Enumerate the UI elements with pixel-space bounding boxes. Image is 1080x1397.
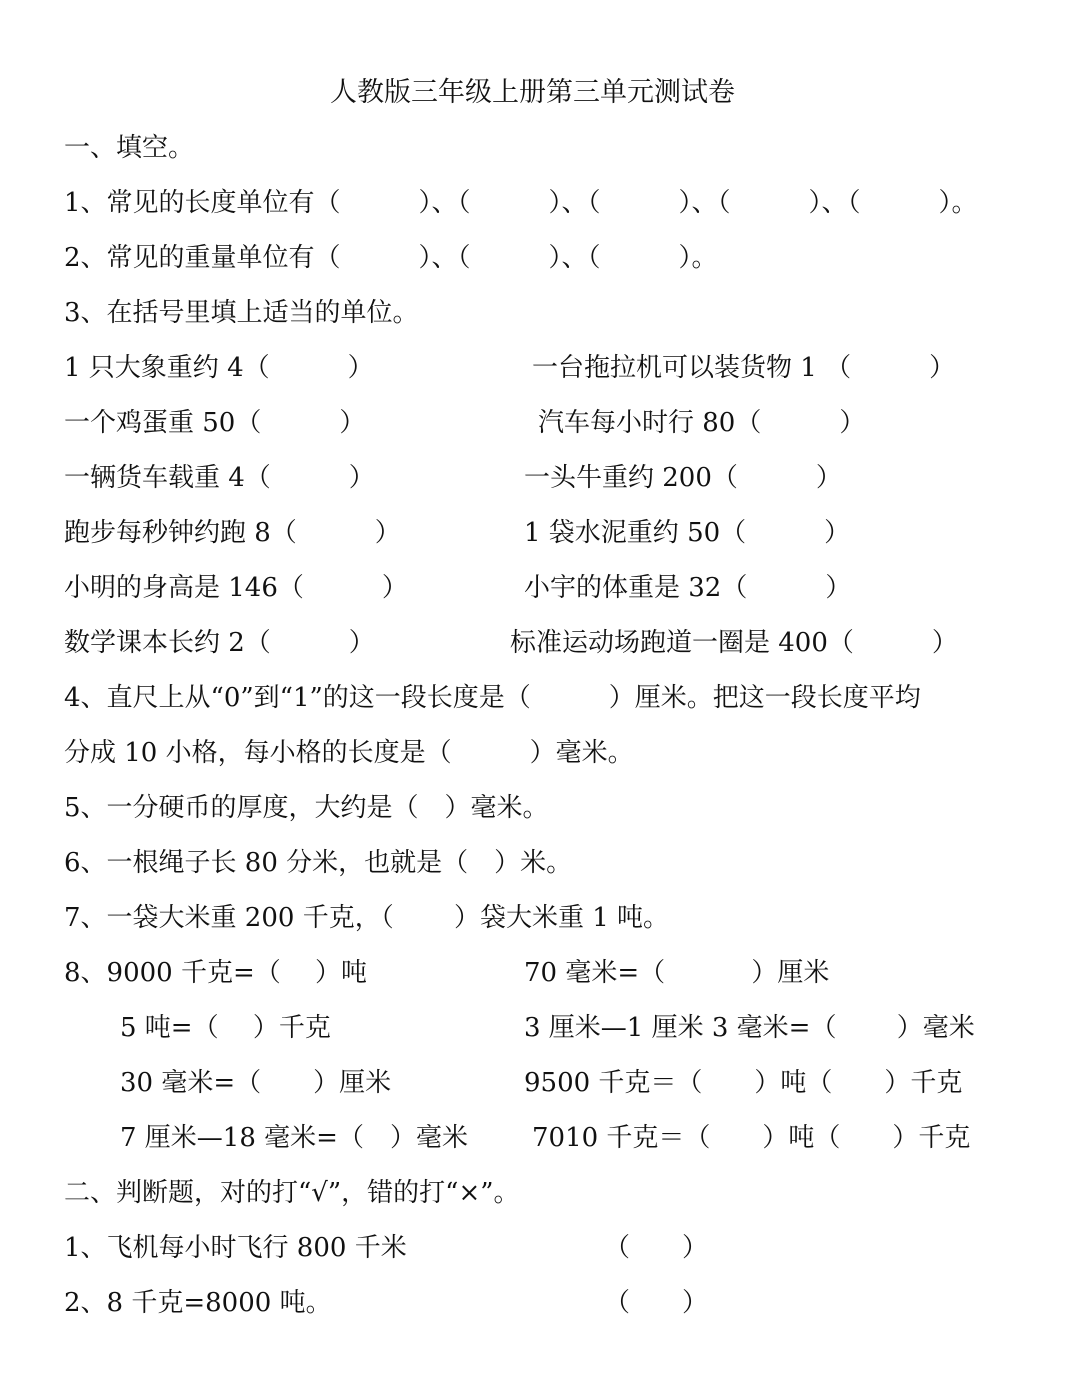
section-1-heading: 一、填空。 (64, 133, 195, 163)
question-5: 5、一分硬币的厚度，大约是（ ）毫米。 (64, 793, 549, 823)
question-3-heading: 3、在括号里填上适当的单位。 (64, 298, 419, 328)
q3-item-left: 跑步每秒钟约跑 8（ ） (64, 518, 401, 548)
q3-item-right: 一台拖拉机可以装货物 1 （ ） (532, 353, 956, 383)
q8-item-right: 7010 千克＝（ ）吨（ ）千克 (532, 1123, 971, 1153)
section-2-heading: 二、判断题，对的打“√”，错的打“×”。 (64, 1178, 520, 1208)
judgement-item: 2、8 千克=8000 吨。 (64, 1288, 332, 1318)
judgement-bracket: （ ） (604, 1233, 709, 1263)
question-7: 7、一袋大米重 200 千克，（ ）袋大米重 1 吨。 (64, 903, 670, 933)
q8-item-right: 70 毫米=（ ）厘米 (524, 958, 830, 988)
question-1: 1、常见的长度单位有（ ）、（ ）、（ ）、（ ）、（ ）。 (64, 188, 978, 218)
question-4-line-2: 分成 10 小格，每小格的长度是（ ）毫米。 (64, 738, 634, 768)
q8-item-left: 8、9000 千克=（ ）吨 (64, 958, 368, 988)
question-6: 6、一根绳子长 80 分米，也就是（ ）米。 (64, 848, 573, 878)
q3-item-right: 汽车每小时行 80（ ） (538, 408, 866, 438)
question-4-line-1: 4、直尺上从“0”到“1”的这一段长度是（ ）厘米。把这一段长度平均 (64, 683, 921, 713)
q8-item-right: 9500 千克＝（ ）吨（ ）千克 (524, 1068, 963, 1098)
page-title: 人教版三年级上册第三单元测试卷 (330, 77, 735, 108)
q3-item-left: 一辆货车载重 4（ ） (64, 463, 375, 493)
q3-item-left: 1 只大象重约 4（ ） (64, 353, 374, 383)
q3-item-right: 小宇的体重是 32（ ） (524, 573, 852, 603)
judgement-item: 1、飞机每小时飞行 800 千米 (64, 1233, 407, 1263)
q3-item-right: 一头牛重约 200（ ） (524, 463, 842, 493)
q3-item-right: 1 袋水泥重约 50（ ） (524, 518, 851, 548)
q8-item-left: 7 厘米—18 毫米=（ ）毫米 (120, 1123, 468, 1153)
question-2: 2、常见的重量单位有（ ）、（ ）、（ ）。 (64, 243, 718, 273)
q3-item-left: 一个鸡蛋重 50（ ） (64, 408, 366, 438)
judgement-bracket: （ ） (604, 1288, 709, 1318)
q3-item-left: 小明的身高是 146（ ） (64, 573, 408, 603)
q8-item-left: 30 毫米=（ ）厘米 (120, 1068, 392, 1098)
q8-item-left: 5 吨=（ ）千克 (120, 1013, 331, 1043)
q8-item-right: 3 厘米—1 厘米 3 毫米=（ ）毫米 (524, 1013, 975, 1043)
q3-item-left: 数学课本长约 2（ ） (64, 628, 375, 658)
q3-item-right: 标准运动场跑道一圈是 400（ ） (510, 628, 958, 658)
